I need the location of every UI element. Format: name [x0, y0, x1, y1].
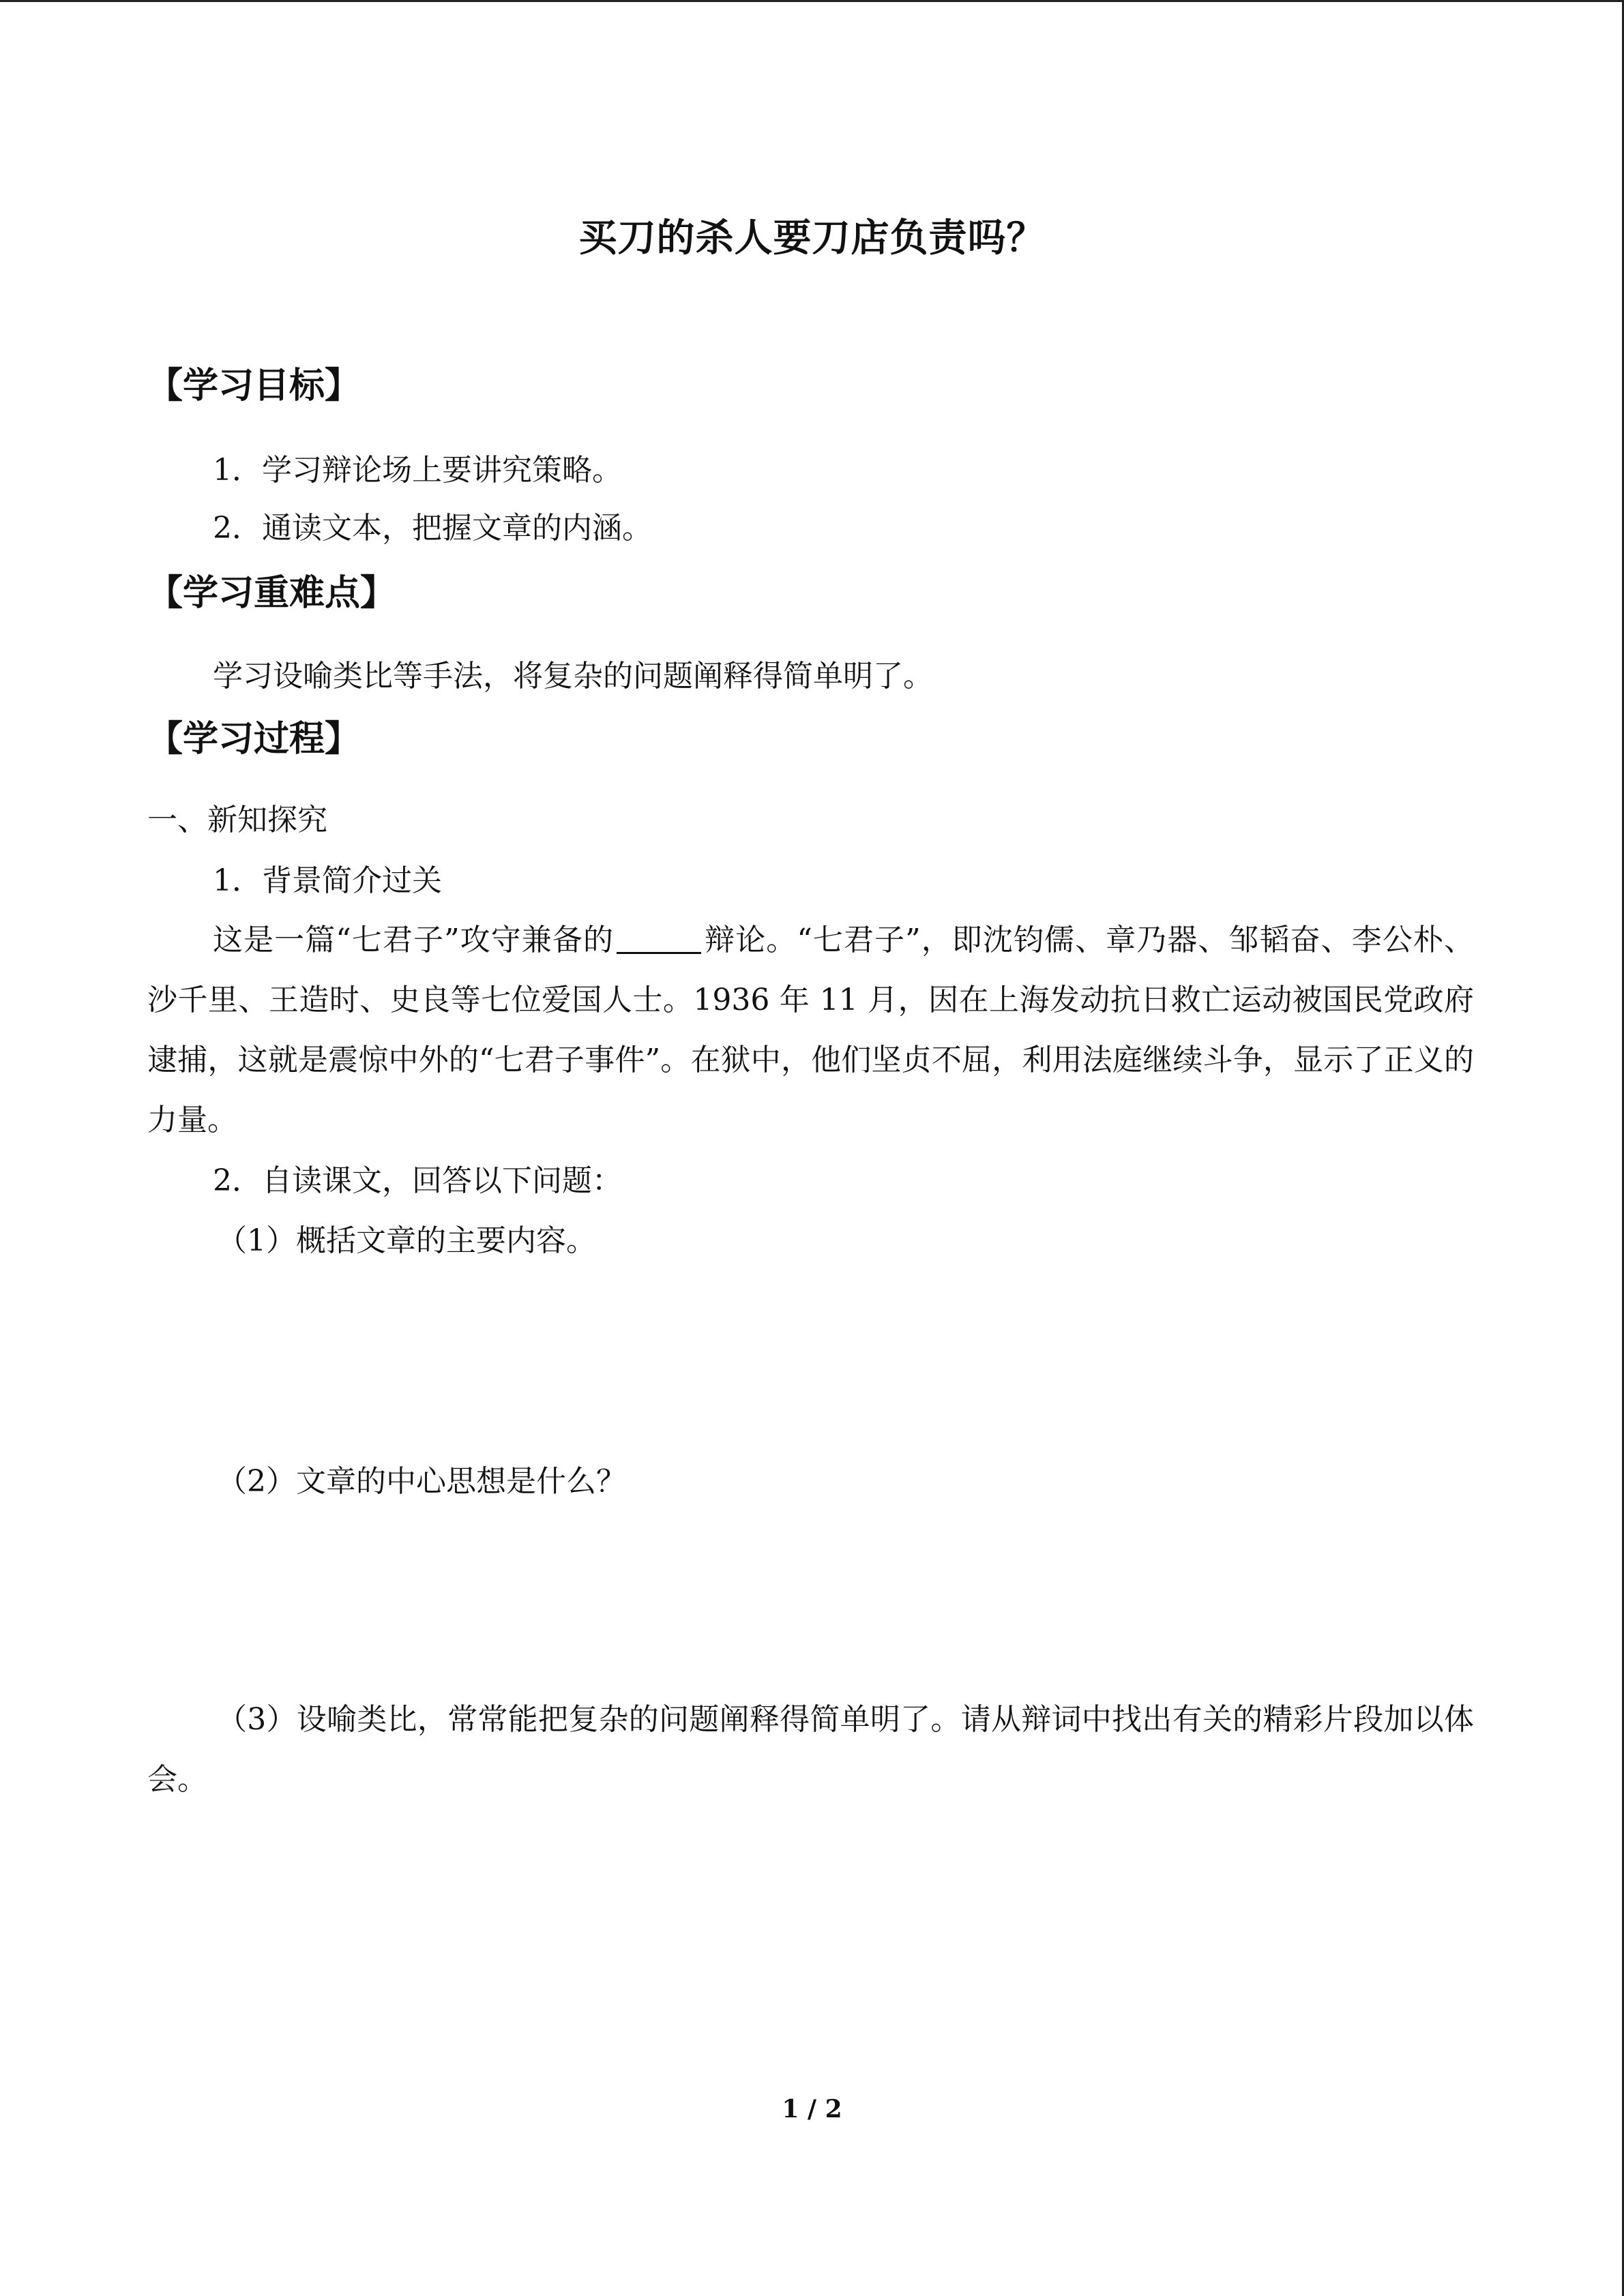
page-number: 1 / 2 [782, 2095, 842, 2123]
fill-in-blank[interactable] [617, 922, 701, 954]
question-1: （1）概括文章的主要内容。 [217, 1223, 596, 1258]
background-paragraph [147, 910, 1474, 1150]
objective-item-2: 2．通读文本，把握文章的内涵。 [213, 511, 652, 546]
document-title: 买刀的杀人要刀店负责吗？ [578, 216, 1046, 260]
part1-title: 一、新知探究 [147, 803, 327, 837]
heading-key-points: 【学习重难点】 [147, 573, 396, 614]
background-text-after-blank: 辩论。“七君子”，即沈钧儒、章乃器、邹韬奋、李公朴、沙千里、王造时、史良等七位爱国人士。1936 年 11 月，因在上海发动抗日救亡运动被国民党政府逮捕，这就是震惊中外的“七君子事件”。在狱中，他们坚贞不屈，利用法庭继续斗争，显示了正义的力量。 [147, 923, 1474, 1137]
question-2: （2）文章的中心思想是什么？ [217, 1464, 626, 1499]
heading-objectives: 【学习目标】 [147, 366, 361, 406]
objective-item-1: 1．学习辩论场上要讲究策略。 [213, 453, 622, 488]
item1-title: 1．背景简介过关 [213, 863, 442, 898]
key-points-text: 学习设喻类比等手法，将复杂的问题阐释得简单明了。 [213, 659, 933, 694]
question-3: （3）设喻类比，常常能把复杂的问题阐释得简单明了。请从辩词中找出有关的精彩片段加以体会。 [147, 1702, 1474, 1797]
background-text-before-blank: 这是一篇“七君子”攻守兼备的 [213, 923, 615, 957]
heading-process: 【学习过程】 [147, 719, 361, 760]
item2-title: 2．自读课文，回答以下问题： [213, 1163, 622, 1198]
